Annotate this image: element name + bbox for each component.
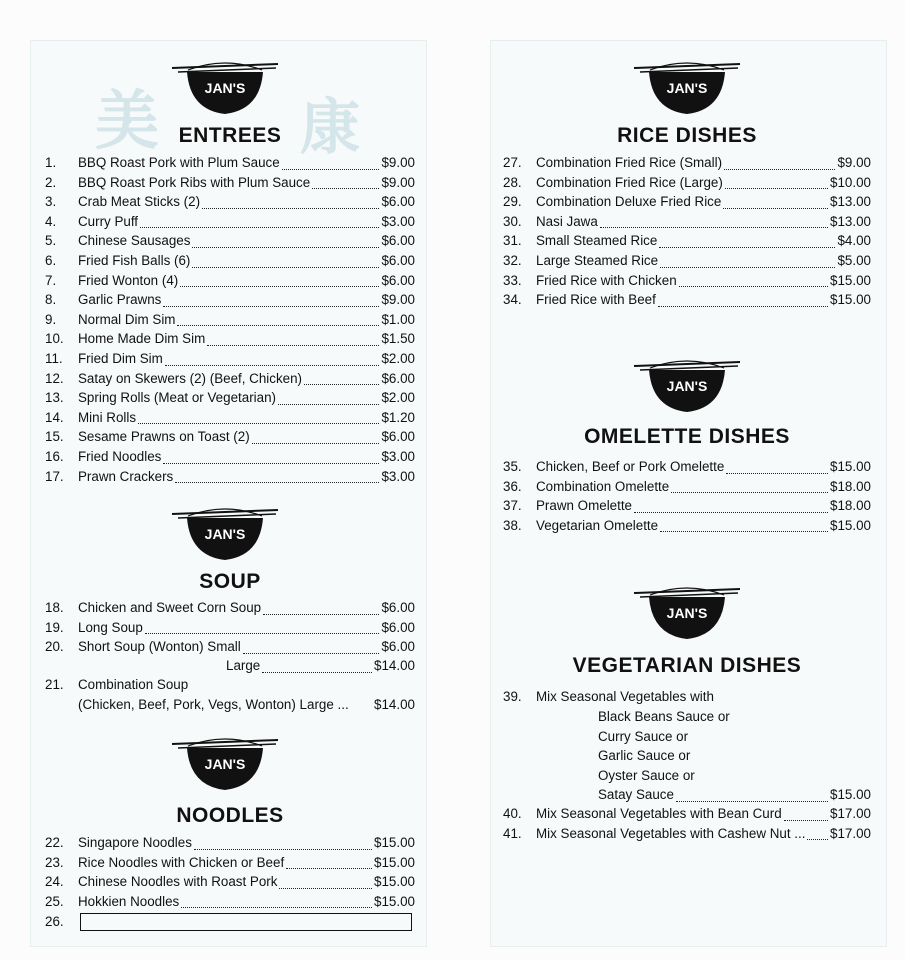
dot-leader: [262, 671, 372, 673]
item-name: Fried Dim Sim: [78, 351, 163, 366]
item-number: 29.: [503, 194, 522, 210]
item-number: 33.: [503, 272, 522, 288]
menu-item-row: [45, 469, 415, 488]
item-number: 37.: [503, 498, 522, 514]
section-title-entrees: ENTREES: [178, 124, 282, 147]
dot-leader: [192, 246, 379, 248]
item-number: 30.: [503, 213, 522, 229]
item-name: Combination Omelette: [536, 478, 670, 494]
menu-item-row: [503, 194, 871, 213]
item-number: 24.: [45, 874, 64, 890]
blank-item-num: 26.: [45, 914, 64, 929]
menu-item-row: [45, 194, 415, 213]
item-price: $9.00: [381, 155, 415, 170]
menu-item-row: [503, 253, 871, 272]
logo-text: JAN'S: [666, 605, 708, 621]
dot-leader: [180, 285, 379, 287]
dot-leader: [304, 383, 379, 385]
item-number: 31.: [503, 233, 522, 249]
item-name: Chicken, Beef or Pork Omelette: [536, 459, 725, 474]
menu-item-row: [503, 292, 871, 311]
item-name: Fried Rice with Beef: [536, 292, 656, 308]
dot-leader: [660, 266, 835, 268]
menu-item-row: [503, 826, 871, 845]
item-price: $9.00: [381, 174, 415, 190]
item-name: Spring Rolls (Meat or Vegetarian): [78, 390, 276, 406]
item-number: 16.: [45, 449, 64, 464]
menu-item-row: [503, 233, 871, 252]
menu-item-row: [45, 874, 415, 893]
item-price: $3.00: [381, 449, 415, 464]
item-name: Singapore Noodles: [78, 835, 192, 850]
menu-item-row: [45, 429, 415, 448]
dot-leader: [177, 324, 379, 326]
menu-item-row: [45, 312, 415, 331]
item-number: 27.: [503, 155, 522, 170]
item-price: $10.00: [830, 174, 871, 190]
item-price: $15.00: [830, 517, 871, 533]
dot-leader: [286, 867, 372, 869]
item-price: $18.00: [830, 478, 871, 494]
menu-item-row: [503, 175, 871, 194]
dot-leader: [784, 819, 828, 821]
dot-leader: [165, 364, 380, 366]
item-price: $3.00: [381, 213, 415, 229]
item-price: $6.00: [381, 194, 415, 210]
section-title-omelette: OMELETTE DISHES: [584, 425, 790, 448]
item-name: Combination Deluxe Fried Rice: [536, 194, 722, 210]
item-number: 4.: [45, 213, 57, 229]
menu-item-row: [45, 273, 415, 292]
dot-leader: [724, 168, 835, 170]
item-price: $6.00: [381, 619, 415, 635]
item-name: Prawn Omelette: [536, 498, 633, 514]
item-number: 28.: [503, 174, 522, 190]
menu-item-row: [45, 835, 415, 854]
item-price: $15.00: [830, 459, 871, 474]
item-price: $15.00: [374, 893, 415, 909]
dot-leader: [282, 168, 380, 170]
item-number: 17.: [45, 468, 64, 484]
menu-item-row: [45, 894, 415, 913]
item-price: $6.00: [381, 639, 415, 655]
item-name: Normal Dim Sim: [78, 311, 176, 327]
watermark-left-2: 康: [300, 93, 360, 163]
item-name: Fried Rice with Chicken: [536, 272, 677, 288]
item-name: Chicken and Sweet Corn Soup: [78, 600, 262, 615]
item-name: Satay Sauce: [598, 787, 674, 802]
menu-item-row: [503, 459, 871, 478]
item-price: $2.00: [381, 390, 415, 406]
veg-mix-num: 39.: [503, 689, 522, 704]
watermark-left: 美: [95, 84, 159, 159]
jans-logo-omelette: [632, 356, 742, 416]
item-number: 19.: [45, 619, 64, 635]
item-price: $15.00: [830, 292, 871, 308]
menu-item-row: [45, 175, 415, 194]
jans-logo-entrees: [170, 58, 280, 118]
logo-text: JAN'S: [204, 756, 246, 772]
item-name: Mix Seasonal Vegetables with Bean Curd: [536, 806, 782, 821]
soup-large-row: [78, 658, 415, 677]
blank-write-in-box[interactable]: [80, 913, 412, 931]
item-name: BBQ Roast Pork with Plum Sauce: [78, 155, 280, 170]
dot-leader: [175, 481, 379, 483]
dot-leader: [163, 305, 379, 307]
dot-leader: [140, 226, 379, 228]
menu-item-row: [503, 155, 871, 174]
item-price: $1.50: [381, 331, 415, 347]
item-price: $4.00: [837, 233, 871, 249]
dot-leader: [600, 226, 828, 228]
item-number: 11.: [45, 351, 63, 366]
item-number: 14.: [45, 409, 64, 425]
dot-leader: [634, 511, 828, 513]
logo-text: JAN'S: [666, 378, 708, 394]
item-name: Vegetarian Omelette: [536, 517, 659, 533]
menu-item-row: [503, 479, 871, 498]
dot-leader: [726, 472, 828, 474]
veg-sauce-2: Curry Sauce or: [598, 729, 689, 744]
item-price: $6.00: [381, 272, 415, 288]
dot-leader: [194, 848, 372, 850]
item-price: $9.00: [381, 292, 415, 308]
dot-leader: [278, 403, 380, 405]
menu-item-row: [45, 331, 415, 350]
dot-leader: [723, 207, 828, 209]
jans-logo-noodles: [170, 734, 280, 794]
logo-text: JAN'S: [666, 80, 708, 96]
item-name: Sesame Prawns on Toast (2): [78, 429, 250, 445]
item-number: 18.: [45, 600, 64, 615]
item-name: Large: [226, 658, 261, 673]
item-price: $6.00: [381, 600, 415, 615]
menu-item-row: [45, 620, 415, 639]
dot-leader: [660, 530, 828, 532]
dot-leader: [243, 652, 380, 654]
item-name: Nasi Jawa: [536, 213, 598, 229]
menu-item-row: [45, 351, 415, 370]
menu-item-row: [45, 214, 415, 233]
dot-leader: [207, 344, 379, 346]
item-name: Short Soup (Wonton) Small: [78, 639, 241, 655]
item-price: $1.20: [381, 409, 415, 425]
item-name: Fried Fish Balls (6): [78, 253, 191, 268]
item-name: Long Soup: [78, 619, 143, 635]
item-number: 3.: [45, 194, 57, 210]
item-price: $1.00: [381, 311, 415, 327]
item-number: 22.: [45, 835, 64, 850]
item-price: $15.00: [830, 787, 871, 802]
dot-leader: [807, 838, 828, 840]
item-number: 25.: [45, 893, 64, 909]
menu-item-row: [45, 292, 415, 311]
item-number: 7.: [45, 272, 57, 288]
item-name: Curry Puff: [78, 213, 139, 229]
item-price: $6.00: [381, 429, 415, 445]
menu-item-row: [503, 273, 871, 292]
item-name: Rice Noodles with Chicken or Beef: [78, 854, 285, 870]
item-price: $17.00: [830, 825, 871, 841]
dot-leader: [263, 613, 379, 615]
item-price: $9.00: [837, 155, 871, 170]
dot-leader: [252, 442, 380, 444]
dot-leader: [725, 187, 828, 189]
item-price: $6.00: [381, 253, 415, 268]
item-number: 40.: [503, 806, 522, 821]
jans-logo-rice: [632, 58, 742, 118]
dot-leader: [279, 887, 372, 889]
section-title-vegetarian: VEGETARIAN DISHES: [572, 654, 802, 677]
item-number: 13.: [45, 390, 64, 406]
item-price: $13.00: [830, 194, 871, 210]
section-title-soup: SOUP: [199, 570, 261, 593]
menu-item-row: [503, 806, 871, 825]
jans-logo-vegetarian: [632, 583, 742, 643]
item-number: 32.: [503, 253, 522, 268]
logo-text: JAN'S: [204, 80, 246, 96]
item-price: $14.00: [374, 658, 415, 673]
item-number: 8.: [45, 292, 57, 308]
item-price: $2.00: [381, 351, 415, 366]
item-number: 20.: [45, 639, 64, 655]
menu-item-row: [45, 371, 415, 390]
jans-logo-soup: [170, 504, 280, 564]
menu-item-row: [45, 233, 415, 252]
item-number: 36.: [503, 478, 522, 494]
item-name: Home Made Dim Sim: [78, 331, 206, 347]
item-price: $17.00: [830, 806, 871, 821]
dot-leader: [312, 187, 379, 189]
menu-item-row: [45, 855, 415, 874]
item-number: 1.: [45, 155, 57, 170]
item-price: $15.00: [374, 874, 415, 890]
menu-item-row: [45, 410, 415, 429]
item-number: 5.: [45, 233, 57, 249]
menu-item-row: [45, 390, 415, 409]
item-price: $18.00: [830, 498, 871, 514]
combo-soup-detail: (Chicken, Beef, Pork, Vegs, Wonton) Large ...: [78, 697, 349, 712]
item-number: 10.: [45, 331, 64, 347]
section-title-rice: RICE DISHES: [617, 124, 757, 147]
veg-mix-name: Mix Seasonal Vegetables with: [536, 689, 714, 704]
combo-soup-price: $14.00: [374, 697, 415, 712]
menu-item-row: [45, 253, 415, 272]
item-name: Mix Seasonal Vegetables with Cashew Nut ...: [536, 825, 806, 841]
combo-soup-num: 21.: [45, 677, 64, 692]
section-title-noodles: NOODLES: [176, 804, 284, 827]
veg-satay-row: [598, 787, 871, 806]
menu-item-row: [45, 155, 415, 174]
dot-leader: [679, 285, 828, 287]
item-price: $5.00: [837, 253, 871, 268]
menu-item-row: [45, 639, 415, 658]
menu-item-row: [45, 449, 415, 468]
dot-leader: [658, 305, 828, 307]
item-number: 35.: [503, 459, 522, 474]
item-price: $3.00: [381, 468, 415, 484]
item-number: 41.: [503, 825, 522, 841]
veg-sauce-1: Black Beans Sauce or: [598, 709, 730, 724]
item-number: 23.: [45, 854, 64, 870]
item-name: Fried Wonton (4): [78, 272, 179, 288]
item-number: 38.: [503, 517, 522, 533]
item-price: $13.00: [830, 213, 871, 229]
combo-soup-name: Combination Soup: [78, 677, 189, 692]
item-name: Fried Noodles: [78, 449, 162, 464]
item-name: Prawn Crackers: [78, 468, 174, 484]
dot-leader: [145, 632, 380, 634]
item-number: 15.: [45, 429, 64, 445]
item-price: $15.00: [830, 272, 871, 288]
item-number: 2.: [45, 174, 57, 190]
item-name: Chinese Noodles with Roast Pork: [78, 874, 278, 890]
dot-leader: [202, 207, 379, 209]
dot-leader: [659, 246, 835, 248]
menu-item-row: [503, 498, 871, 517]
menu-item-row: [45, 600, 415, 619]
item-name: Mini Rolls: [78, 409, 137, 425]
item-name: Small Steamed Rice: [536, 233, 658, 249]
item-name: Combination Fried Rice (Large): [536, 174, 723, 190]
dot-leader: [192, 266, 379, 268]
item-price: $15.00: [374, 835, 415, 850]
item-number: 6.: [45, 253, 57, 268]
item-name: Satay on Skewers (2) (Beef, Chicken): [78, 370, 303, 386]
menu-item-row: [503, 214, 871, 233]
dot-leader: [163, 462, 379, 464]
dot-leader: [676, 800, 828, 802]
item-number: 12.: [45, 370, 64, 386]
item-name: Large Steamed Rice: [536, 253, 659, 268]
item-name: Chinese Sausages: [78, 233, 191, 249]
dot-leader: [138, 422, 379, 424]
item-price: $15.00: [374, 854, 415, 870]
veg-sauce-4: Oyster Sauce or: [598, 768, 695, 783]
item-name: Crab Meat Sticks (2): [78, 194, 201, 210]
item-name: BBQ Roast Pork Ribs with Plum Sauce: [78, 174, 311, 190]
logo-text: JAN'S: [204, 526, 246, 542]
item-name: Hokkien Noodles: [78, 893, 180, 909]
dot-leader: [181, 906, 372, 908]
dot-leader: [671, 491, 828, 493]
item-number: 34.: [503, 292, 522, 308]
item-name: Combination Fried Rice (Small): [536, 155, 723, 170]
item-number: 9.: [45, 311, 57, 327]
item-price: $6.00: [381, 233, 415, 249]
veg-sauce-3: Garlic Sauce or: [598, 748, 691, 763]
menu-item-row: [503, 518, 871, 537]
item-name: Garlic Prawns: [78, 292, 162, 308]
item-price: $6.00: [381, 370, 415, 386]
